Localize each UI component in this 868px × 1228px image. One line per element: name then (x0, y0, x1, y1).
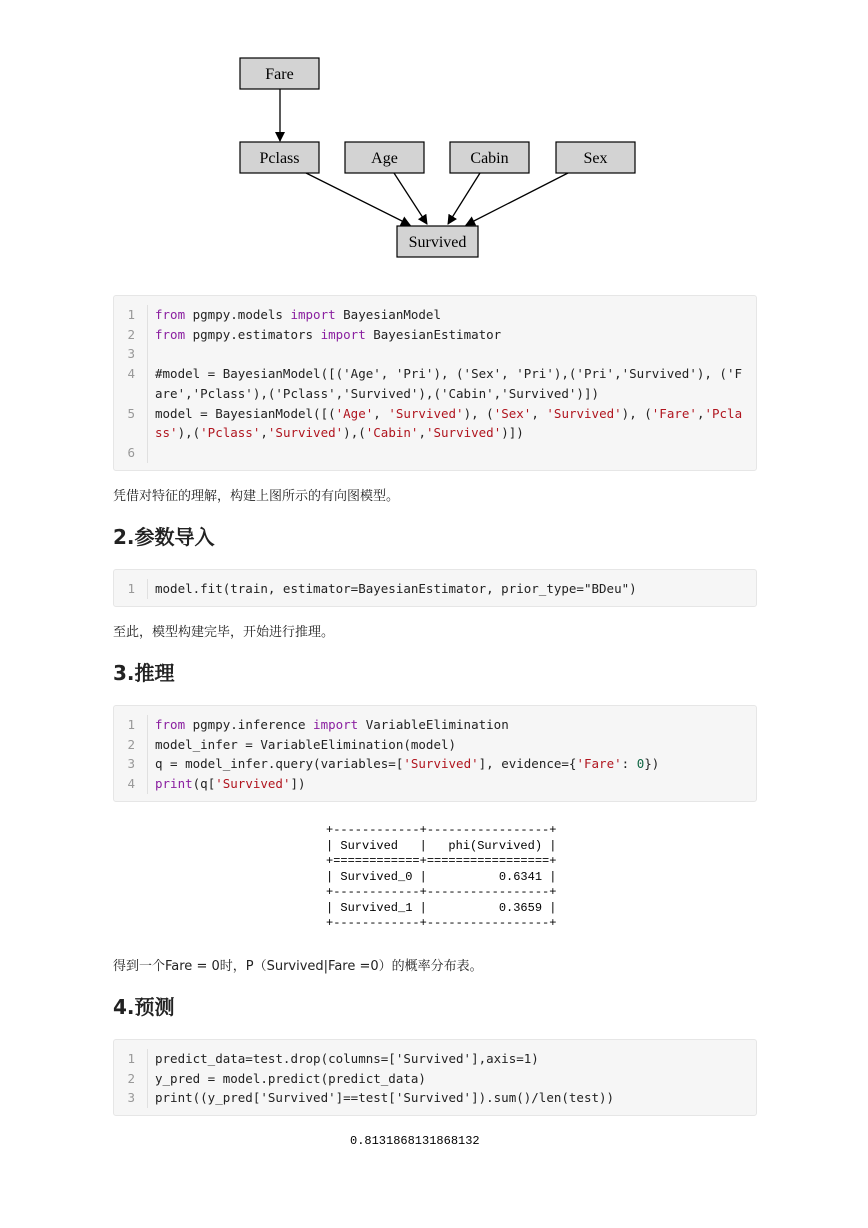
heading-prediction: 4.预测 (113, 995, 175, 1019)
paragraph-probability-description: 得到一个Fare = 0时，P（Survived|Fare =0）的概率分布表。 (113, 959, 483, 974)
bayesian-network-diagram (0, 0, 868, 290)
code-text (148, 344, 756, 364)
code-line (114, 364, 756, 403)
code-block-fit (113, 569, 757, 607)
code-line (114, 443, 756, 463)
edge-sex-survived (466, 173, 568, 225)
code-text: from pgmpy.models import BayesianModel (155, 307, 441, 322)
node-pclass (240, 142, 319, 173)
code-line (114, 735, 756, 755)
line-number: 4 (114, 774, 148, 794)
paragraph-model-description: 凭借对特征的理解，构建上图所示的有向图模型。 (113, 489, 400, 504)
code-line (114, 715, 756, 735)
code-line (114, 404, 756, 443)
code-text: print((y_pred['Survived']==test['Survived']).sum()/len(test)) (155, 1090, 615, 1106)
node-survived (397, 226, 478, 257)
node-sex-label: Sex (583, 150, 608, 167)
line-number: 1 (114, 305, 148, 325)
code-text: model.fit(train, estimator=BayesianEstimator, prior_type="BDeu") (155, 581, 637, 596)
line-number: 2 (114, 325, 148, 345)
table-border: +------------+-----------------+ (326, 885, 557, 899)
heading-parameter-import: 2.参数导入 (113, 525, 215, 549)
node-fare (240, 58, 319, 89)
line-number: 4 (114, 364, 148, 403)
table-border: +------------+-----------------+ (326, 823, 557, 837)
node-pclass-label: Pclass (259, 150, 300, 167)
prediction-accuracy-output: 0.8131868131868132 (350, 1134, 480, 1148)
probability-table (326, 823, 556, 932)
node-fare-label: Fare (265, 66, 294, 83)
line-number: 3 (114, 754, 148, 774)
code-text: from pgmpy.inference import VariableElimination (155, 717, 509, 732)
edge-cabin-survived (448, 173, 480, 224)
code-block-model (113, 295, 757, 471)
code-line (114, 754, 756, 774)
code-comment: #model = BayesianModel([('Age', 'Pri'), ('Sex', 'Pri'),('Pri','Survived'), ('Fare','Pclass'),('Pclass','Survived'),('Cabin','Survived')]) (155, 366, 742, 401)
code-line (114, 579, 756, 599)
code-line (114, 774, 756, 794)
code-line (114, 344, 756, 364)
node-age (345, 142, 424, 173)
node-age-label: Age (371, 150, 398, 167)
table-header: | Survived | phi(Survived) | (326, 838, 557, 853)
node-cabin-label: Cabin (470, 150, 509, 167)
table-row: | Survived_1 | 0.3659 | (326, 900, 557, 915)
code-line (114, 325, 756, 345)
line-number: 6 (114, 443, 148, 463)
table-border: +------------+-----------------+ (326, 916, 557, 930)
table-header-separator: +============+=================+ (326, 854, 557, 868)
code-text: y_pred = model.predict(predict_data) (155, 1070, 426, 1086)
line-number: 3 (114, 344, 148, 364)
code-text: model_infer = VariableElimination(model) (155, 736, 457, 752)
line-number: 2 (114, 1069, 148, 1089)
code-line (114, 1088, 756, 1108)
table-row: | Survived_0 | 0.6341 | (326, 869, 557, 884)
line-number: 1 (114, 715, 148, 735)
edge-age-survived (394, 173, 427, 224)
code-text: from pgmpy.estimators import BayesianEstimator (155, 326, 502, 342)
code-text: print(q['Survived']) (155, 776, 306, 792)
code-line (114, 305, 756, 325)
node-cabin (450, 142, 529, 173)
edge-pclass-survived (306, 173, 410, 225)
code-block-prediction (113, 1039, 757, 1116)
paragraph-model-done: 至此，模型构建完毕，开始进行推理。 (113, 625, 335, 640)
node-survived-label: Survived (408, 234, 467, 251)
line-number: 1 (114, 579, 148, 599)
code-line (114, 1049, 756, 1069)
line-number: 2 (114, 735, 148, 755)
code-line (114, 1069, 756, 1089)
code-text: predict_data=test.drop(columns=['Survived'],axis=1) (155, 1051, 539, 1066)
code-text (148, 443, 756, 463)
code-block-inference (113, 705, 757, 802)
line-number: 5 (114, 404, 148, 443)
node-sex (556, 142, 635, 173)
line-number: 3 (114, 1088, 148, 1108)
code-text: q = model_infer.query(variables=['Survived'], evidence={'Fare': 0}) (155, 756, 660, 772)
line-number: 1 (114, 1049, 148, 1069)
code-text: model = BayesianModel([('Age', 'Survived'), ('Sex', 'Survived'), ('Fare','Pclass'),('Pclass','Survived'),('Cabin','Survived')]) (155, 405, 743, 441)
heading-inference: 3.推理 (113, 661, 175, 685)
